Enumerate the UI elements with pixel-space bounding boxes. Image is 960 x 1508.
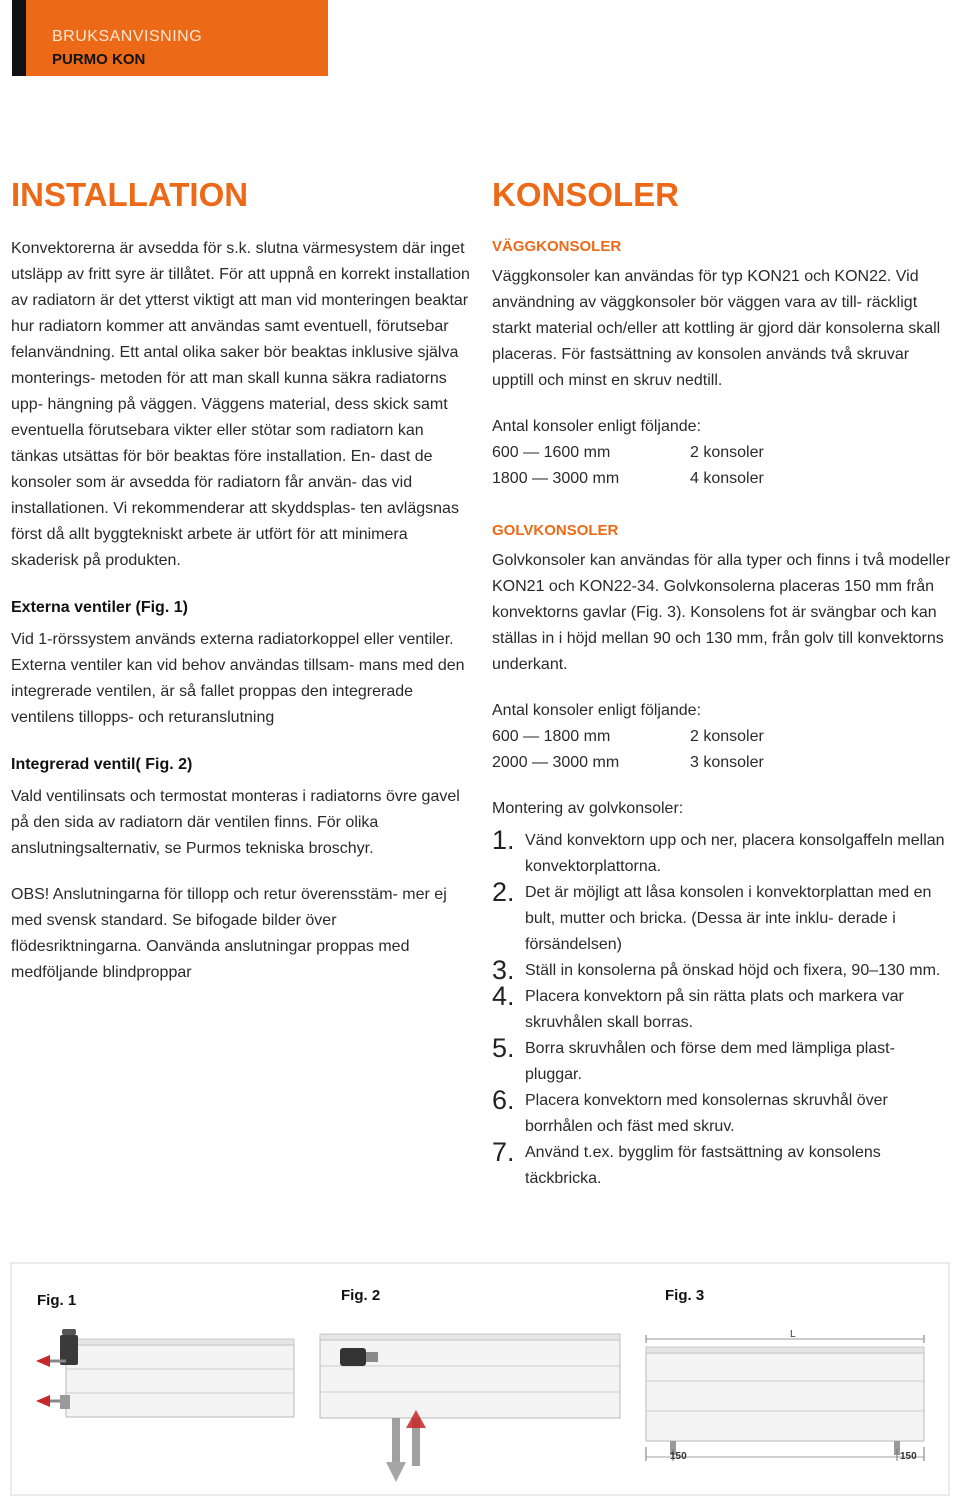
wall-count-intro: Antal konsoler enligt följande: bbox=[492, 418, 702, 435]
step-text: Borra skruvhålen och förse dem med lämpliga plast- pluggar. bbox=[525, 1040, 895, 1083]
list-item bbox=[492, 955, 950, 985]
step-text: Ställ in konsolerna på önskad höjd och fixera, 90–130 mm. bbox=[525, 962, 941, 979]
fig1-radiator-external-valves bbox=[30, 1325, 300, 1485]
fig1-label: Fig. 1 bbox=[37, 1292, 77, 1309]
integrated-valve-text: Vald ventilinsats och termostat monteras i radiatorns övre gavel på den sida av radiatorn där ventilen finns. För olika anslutningsalternativ, se Purmos tekniska broschyr. bbox=[11, 788, 460, 857]
installation-title: INSTALLATION bbox=[11, 176, 249, 213]
list-item bbox=[492, 1033, 950, 1088]
step-number: 1. bbox=[492, 825, 515, 855]
bracket-count: 3 konsoler bbox=[690, 754, 764, 771]
table-row bbox=[492, 750, 764, 776]
obs-note: OBS! Anslutningarna för tillopp och retur överensstäm- mer ej med svensk standard. Se bifogade bilder över flödesriktningarna. Oanvända anslutningar proppas med medföljande blindproppar bbox=[11, 886, 447, 981]
length-range: 600 — 1800 mm bbox=[492, 728, 611, 745]
step-text: Placera konvektorn med konsolernas skruvhål över borrhålen och fäst med skruv. bbox=[525, 1092, 888, 1135]
dimension-length: L bbox=[790, 1329, 796, 1340]
step-text: Vänd konvektorn upp och ner, placera konsolgaffeln mellan konvektorplattorna. bbox=[525, 832, 945, 875]
wall-brackets-text: Väggkonsoler kan användas för typ KON21 och KON22. Vid användning av väggkonsoler bör väggen vara av till- räckligt starkt material och/eller att kottling är gjord där konsolerna skall placeras. För fastsättning av konsolen används två skruvar upptill och minst en skruv nedtill. bbox=[492, 268, 941, 389]
step-number: 4. bbox=[492, 981, 515, 1011]
mounting-steps bbox=[492, 825, 950, 1192]
brackets-column bbox=[492, 175, 950, 1192]
step-number: 3. bbox=[492, 955, 515, 985]
header-product-name: PURMO KON bbox=[52, 51, 146, 68]
header-black-bar bbox=[12, 0, 26, 76]
step-number: 5. bbox=[492, 1033, 515, 1063]
step-number: 7. bbox=[492, 1137, 515, 1167]
list-item bbox=[492, 981, 950, 1036]
wall-brackets-heading: VÄGGKONSOLER bbox=[492, 238, 622, 255]
external-valves-heading: Externa ventiler (Fig. 1) bbox=[11, 599, 188, 616]
floor-brackets-heading: GOLVKONSOLER bbox=[492, 522, 619, 539]
step-number: 2. bbox=[492, 877, 515, 907]
bracket-count: 2 konsoler bbox=[690, 444, 764, 461]
bracket-count: 4 konsoler bbox=[690, 470, 764, 487]
step-text: Det är möjligt att låsa konsolen i konvektorplattan med en bult, mutter och bricka. (Dessa är inte inklu- derade i försändelsen) bbox=[525, 884, 932, 953]
external-valves-text: Vid 1-rörssystem används externa radiatorkoppel eller ventiler. Externa ventiler kan vid behov användas tillsam- mans med den integrerade ventilen, är så fallet proppas den integrerade ventilens tillopps- och returanslutning bbox=[11, 631, 465, 726]
fig3-label: Fig. 3 bbox=[665, 1287, 705, 1304]
floor-count-table bbox=[492, 724, 764, 776]
table-row bbox=[492, 440, 764, 466]
installation-intro: Konvektorerna är avsedda för s.k. slutna värmesystem där inget utsläpp av fritt syre är tillåtet. För att uppnå en korrekt installation av radiatorn är det ytterst viktigt att man vid monteringen beaktar hur radiatorn kommer att användas samt eventuell, förutsebar felanvändning. Ett antal olika saker bör beaktas inklusive själva monterings- metoden för att man skall kunna säkra radiatorns upp- hängning på väggen. Väggens material, dess skick samt eventuella förutsebara vikter eller stötar som radiatorn kan tänkas utsättas för bör beaktas före installation. En- dast de konsoler som är avsedda för radiatorn får använ- das vid installationen. Vi rekommenderar att skyddsplas- ten avlägsnas först då allt byggtekniskt arbete är utfört för att minimera skaderisk på produkten. bbox=[11, 240, 470, 569]
fig2-label: Fig. 2 bbox=[341, 1287, 381, 1304]
step-text: Använd t.ex. bygglim för fastsättning av konsolens täckbricka. bbox=[525, 1144, 881, 1187]
header-document-type: BRUKSANVISNING bbox=[52, 28, 203, 45]
mounting-intro: Montering av golvkonsoler: bbox=[492, 800, 684, 817]
length-range: 600 — 1600 mm bbox=[492, 444, 611, 461]
brackets-title: KONSOLER bbox=[492, 176, 680, 213]
length-range: 2000 — 3000 mm bbox=[492, 754, 620, 771]
list-item bbox=[492, 1085, 950, 1140]
length-range: 1800 — 3000 mm bbox=[492, 470, 620, 487]
step-number: 6. bbox=[492, 1085, 515, 1115]
floor-brackets-text: Golvkonsoler kan användas för alla typer och finns i två modeller KON21 och KON22-34. Golvkonsolerna placeras 150 mm från konvektorns gavlar (Fig. 3). Konsolens fot är svängbar och kan ställas in i höjd mellan 90 och 130 mm, från golv till konvektorns underkant. bbox=[492, 552, 951, 673]
list-item bbox=[492, 1137, 950, 1192]
fig2-radiator-integrated-valve bbox=[300, 1318, 630, 1488]
dimension-right-offset: 150 bbox=[900, 1451, 917, 1462]
fig3-radiator-floor-brackets bbox=[640, 1325, 930, 1490]
integrated-valve-heading: Integrerad ventil( Fig. 2) bbox=[11, 756, 193, 773]
list-item bbox=[492, 825, 950, 880]
table-row bbox=[492, 724, 764, 750]
step-text: Placera konvektorn på sin rätta plats och markera var skruvhålen skall borras. bbox=[525, 988, 904, 1031]
wall-count-table bbox=[492, 440, 764, 492]
dimension-left-offset: 150 bbox=[670, 1451, 687, 1462]
floor-count-intro: Antal konsoler enligt följande: bbox=[492, 702, 702, 719]
bracket-count: 2 konsoler bbox=[690, 728, 764, 745]
table-row bbox=[492, 466, 764, 492]
installation-column bbox=[11, 175, 471, 986]
list-item bbox=[492, 877, 950, 958]
